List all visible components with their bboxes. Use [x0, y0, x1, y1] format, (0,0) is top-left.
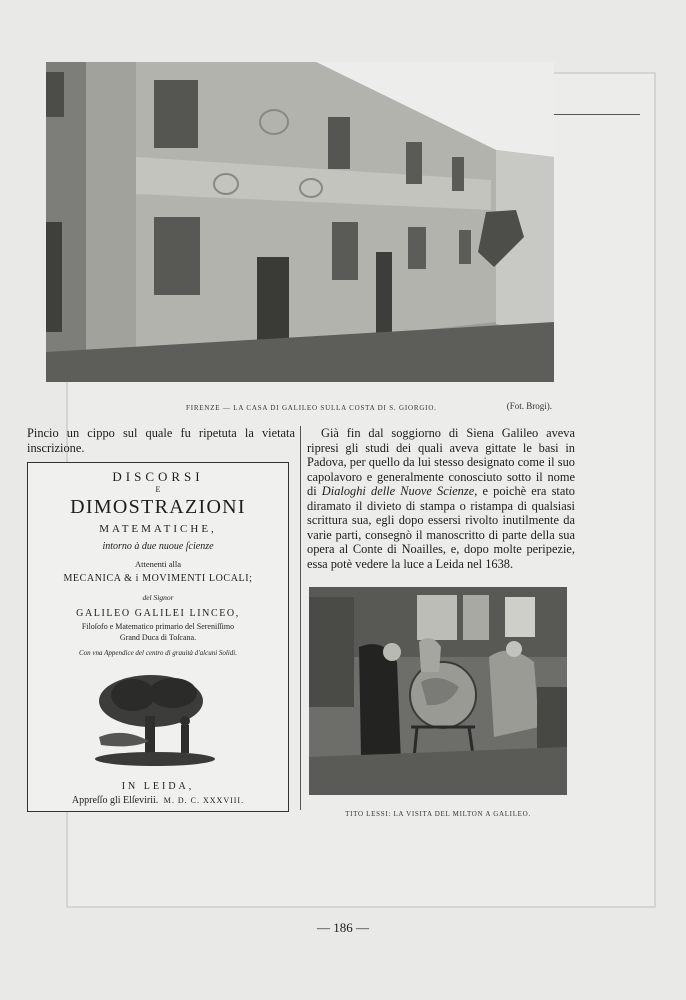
title-page-line: MECANICA & i MOVIMENTI LOCALI;	[63, 573, 253, 584]
printer-tree-emblem	[93, 671, 223, 771]
title-page-line: Appreſſo gli Elſevirii.	[71, 795, 159, 806]
paragraph-text: Già fin dal soggiorno di Siena Galileo aveva ripresi gli studi dei quali aveva gittate le basi in Padova, per quello da lui stesso designato come il suo capolavoro e generalmente conosciuto sotto il nome di	[307, 426, 575, 498]
top-figure-caption: FIRENZE — LA CASA DI GALILEO SULLA COSTA DI S. GIORGIO.	[186, 404, 437, 412]
title-page-line: Filoſofo e Matematico primario del Sereniſſimo	[81, 622, 235, 631]
paragraph-text-continued: , e poichè era stato diramato il divieto di stampa o ristampa di qualsiasi scrittura sua, egli dopo essersi rivolto inutilmente da varie parti, consegnò il manoscritto di parte della sua opera al Conte di Noailles, e, dopo molte peripezie, essa potè vedere la luce a Leida nel 1638.	[307, 484, 575, 571]
column-divider	[300, 426, 301, 810]
title-page-line: DIMOSTRAZIONI	[70, 496, 246, 518]
title-page-reproduction	[27, 462, 289, 812]
title-page-imprint	[28, 795, 288, 806]
title-page-line: GALILEO GALILEI LINCEO,	[76, 608, 240, 619]
title-page-line: del Signor	[142, 593, 174, 602]
house-photograph	[46, 62, 554, 382]
left-column-text: Pincio un cippo sul quale fu ripetuta la vietata inscrizione.	[27, 426, 295, 455]
title-page-line: DISCORSI	[112, 469, 204, 484]
photo-credit: (Fot. Brogi).	[506, 401, 552, 411]
title-page-line: E	[155, 485, 161, 494]
milton-visit-painting	[309, 587, 567, 795]
title-page-date: M. D. C. XXXVIII.	[163, 796, 245, 805]
title-page-line: intorno à due nuoue ſcienze	[102, 541, 214, 552]
right-column-paragraph	[307, 426, 575, 571]
title-page-line: Grand Duca di Toſcana.	[119, 633, 197, 642]
right-column	[307, 426, 575, 571]
italic-book-title: Dialoghi delle Nuove Scienze	[321, 484, 475, 498]
title-page-line: Con vna Appendice del centro di grauità d'alcuni Solidi.	[78, 649, 237, 657]
title-page-line: MATEMATICHE,	[99, 523, 217, 535]
page-number: — 186 —	[317, 920, 369, 935]
title-page-line: IN LEIDA,	[121, 781, 195, 792]
bottom-figure-caption: TITO LESSI: LA VISITA DEL MILTON A GALILEO.	[345, 810, 531, 818]
title-page-line: Attenenti alla	[134, 559, 182, 569]
